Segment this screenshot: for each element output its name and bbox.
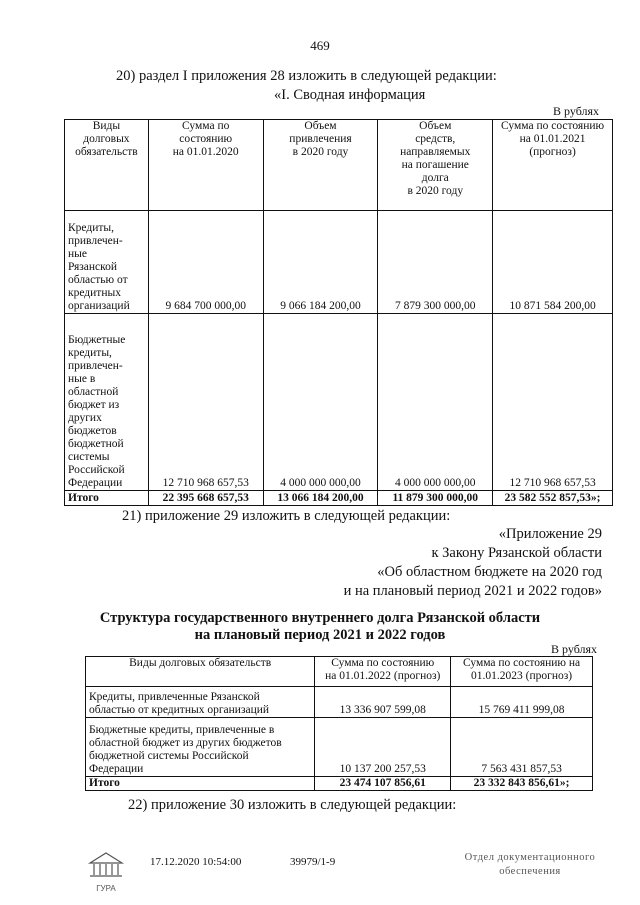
table2-row1-v2: 15 769 411 999,08 (451, 687, 593, 718)
label-line: системы (68, 451, 110, 463)
table1-total-v3: 11 879 300 000,00 (378, 491, 493, 506)
table1-row1-label (65, 211, 149, 314)
building-logo-icon (86, 851, 126, 883)
table2-total-v1: 23 474 107 856,61 (315, 777, 451, 791)
table2-header-line: Сумма по состоянию на (462, 657, 581, 669)
table1-header-row (65, 120, 613, 211)
table1-row2-v4: 12 710 968 657,53 (493, 314, 613, 491)
table1-header-line: на 01.01.2020 (172, 146, 239, 158)
table1-row1-v3: 7 879 300 000,00 (378, 211, 493, 314)
table1-total-v1: 22 395 668 657,53 (148, 491, 263, 506)
table2-total-row (86, 777, 593, 791)
table1-header-line: Объем (304, 120, 337, 132)
label-line: привлечен- (68, 235, 123, 247)
table1-header-line: направляемых (400, 146, 471, 158)
footer-doc-number: 39979/1-9 (290, 856, 336, 868)
label-line: бюджетов (68, 425, 117, 437)
label-line: областью от (68, 274, 128, 286)
table1-header-type-line: Виды (92, 120, 121, 132)
table2-header-line: 01.01.2023 (прогноз) (471, 670, 573, 682)
table1-header-line: привлечения (289, 133, 352, 145)
label-line: Бюджетные кредиты, привлеченные в (89, 724, 275, 736)
table-row (86, 687, 593, 718)
table2-row2-label (86, 718, 315, 777)
table-row (65, 314, 613, 491)
table1-row2-label (65, 314, 149, 491)
table2-header-line: на 01.01.2022 (прогноз) (325, 670, 441, 682)
table1-header-line: в 2020 году (407, 185, 464, 197)
table1-header-line: в 2020 году (292, 146, 349, 158)
unit-label-2: В рублях (551, 642, 598, 656)
label-line: Федерации (89, 763, 144, 775)
item-22-text: 22) приложение 30 изложить в следующей редакции: (128, 797, 457, 813)
page-number: 469 (310, 38, 330, 53)
label-line: Федерации (68, 477, 123, 489)
label-line: организаций (68, 300, 130, 312)
table1-header-repayment (378, 120, 493, 211)
label-line: ные в (68, 373, 96, 385)
table2-total-label: Итого (86, 777, 315, 791)
section-title: «I. Сводная информация (274, 87, 426, 103)
label-line: бюджетной (68, 438, 124, 450)
table1-header-line: Сумма по состоянию (501, 120, 605, 132)
label-line: Кредиты, (68, 222, 115, 234)
label-line: бюджет из (68, 399, 120, 411)
item-21-text: 21) приложение 29 изложить в следующей редакции: (122, 508, 451, 524)
table1-row2-v1: 12 710 968 657,53 (148, 314, 263, 491)
table-row (86, 718, 593, 777)
table1-total-v2: 13 066 184 200,00 (263, 491, 378, 506)
table1-total-label: Итого (65, 491, 149, 506)
table1-header-line: долга (421, 172, 449, 184)
table1-header-line: Объем (419, 120, 452, 132)
label-line: привлечен- (68, 360, 123, 372)
table1-total-row (65, 491, 613, 506)
table1-header-borrowing (263, 120, 378, 211)
label-line: Рязанской (68, 261, 118, 273)
logo-text: ГУРА (96, 884, 116, 893)
label-line: областной бюджет из других бюджетов (89, 737, 282, 749)
table1-header-type-line: обязательств (75, 146, 138, 158)
table2-row1-label (86, 687, 315, 718)
label-line: областной (68, 386, 119, 398)
label-line: ные (68, 248, 87, 260)
table2-header-line: Сумма по состоянию (331, 657, 435, 669)
table2-total-v2: 23 332 843 856,61»; (451, 777, 593, 791)
label-line: кредитных (68, 287, 121, 299)
annex-block (344, 525, 602, 601)
table1-row2-v3: 4 000 000 000,00 (378, 314, 493, 491)
table2-row2-v1: 10 137 200 257,53 (315, 718, 451, 777)
table1-header-line: на 01.01.2021 (519, 133, 586, 145)
label-line: кредиты, (68, 347, 112, 359)
table1-header-line: на погашение (401, 159, 469, 171)
department-stamp (440, 851, 620, 879)
table2-row2-v2: 7 563 431 857,53 (451, 718, 593, 777)
stamp-line-2: обеспечения (499, 866, 561, 877)
label-line: Российской (68, 464, 125, 476)
table1-header-line: (прогноз) (529, 146, 576, 158)
table1-header-line: состоянию (179, 133, 233, 145)
label-line: Кредиты, привлеченные Рязанской (89, 691, 260, 703)
annex-line-2: к Закону Рязанской области (431, 545, 602, 561)
table1-header-type-line: долговых (83, 133, 130, 145)
table2-header-balance-2023 (451, 657, 593, 687)
annex-line-3: «Об областном бюджете на 2020 год (377, 564, 602, 580)
summary-debt-table (64, 119, 613, 506)
label-line: Бюджетные (68, 334, 126, 346)
annex-line-4: и на плановый период 2021 и 2022 годов» (343, 583, 602, 599)
structure-heading-line-1: Структура государственного внутреннего долга Рязанской области (99, 610, 541, 626)
item-20-text: 20) раздел I приложения 28 изложить в следующей редакции: (116, 68, 497, 84)
table-row (65, 211, 613, 314)
unit-label-1: В рублях (553, 104, 600, 118)
publisher-logo (86, 851, 126, 893)
structure-heading-line-2: на плановый период 2021 и 2022 годов (194, 627, 446, 643)
stamp-line-1: Отдел документационного (464, 852, 596, 863)
table1-row1-v1: 9 684 700 000,00 (148, 211, 263, 314)
table1-header-type (65, 120, 149, 211)
structure-heading (0, 610, 640, 644)
table2-header-type: Виды долговых обязательств (86, 657, 315, 687)
debt-structure-table (85, 656, 593, 791)
table1-row1-v4: 10 871 584 200,00 (493, 211, 613, 314)
footer-datetime: 17.12.2020 10:54:00 (150, 856, 242, 868)
table1-header-line: Сумма по (182, 120, 230, 132)
label-line: областью от кредитных организаций (89, 704, 270, 716)
table2-header-row (86, 657, 593, 687)
annex-line-1: «Приложение 29 (498, 526, 602, 542)
table1-header-balance-2020 (148, 120, 263, 211)
label-line: бюджетной системы Российской (89, 750, 249, 762)
table1-header-balance-2021 (493, 120, 613, 211)
table1-total-v4: 23 582 552 857,53»; (493, 491, 613, 506)
table1-row1-v2: 9 066 184 200,00 (263, 211, 378, 314)
table1-row2-v2: 4 000 000 000,00 (263, 314, 378, 491)
label-line: других (68, 412, 102, 424)
table2-header-balance-2022 (315, 657, 451, 687)
table2-row1-v1: 13 336 907 599,08 (315, 687, 451, 718)
table1-header-line: средств, (415, 133, 456, 145)
